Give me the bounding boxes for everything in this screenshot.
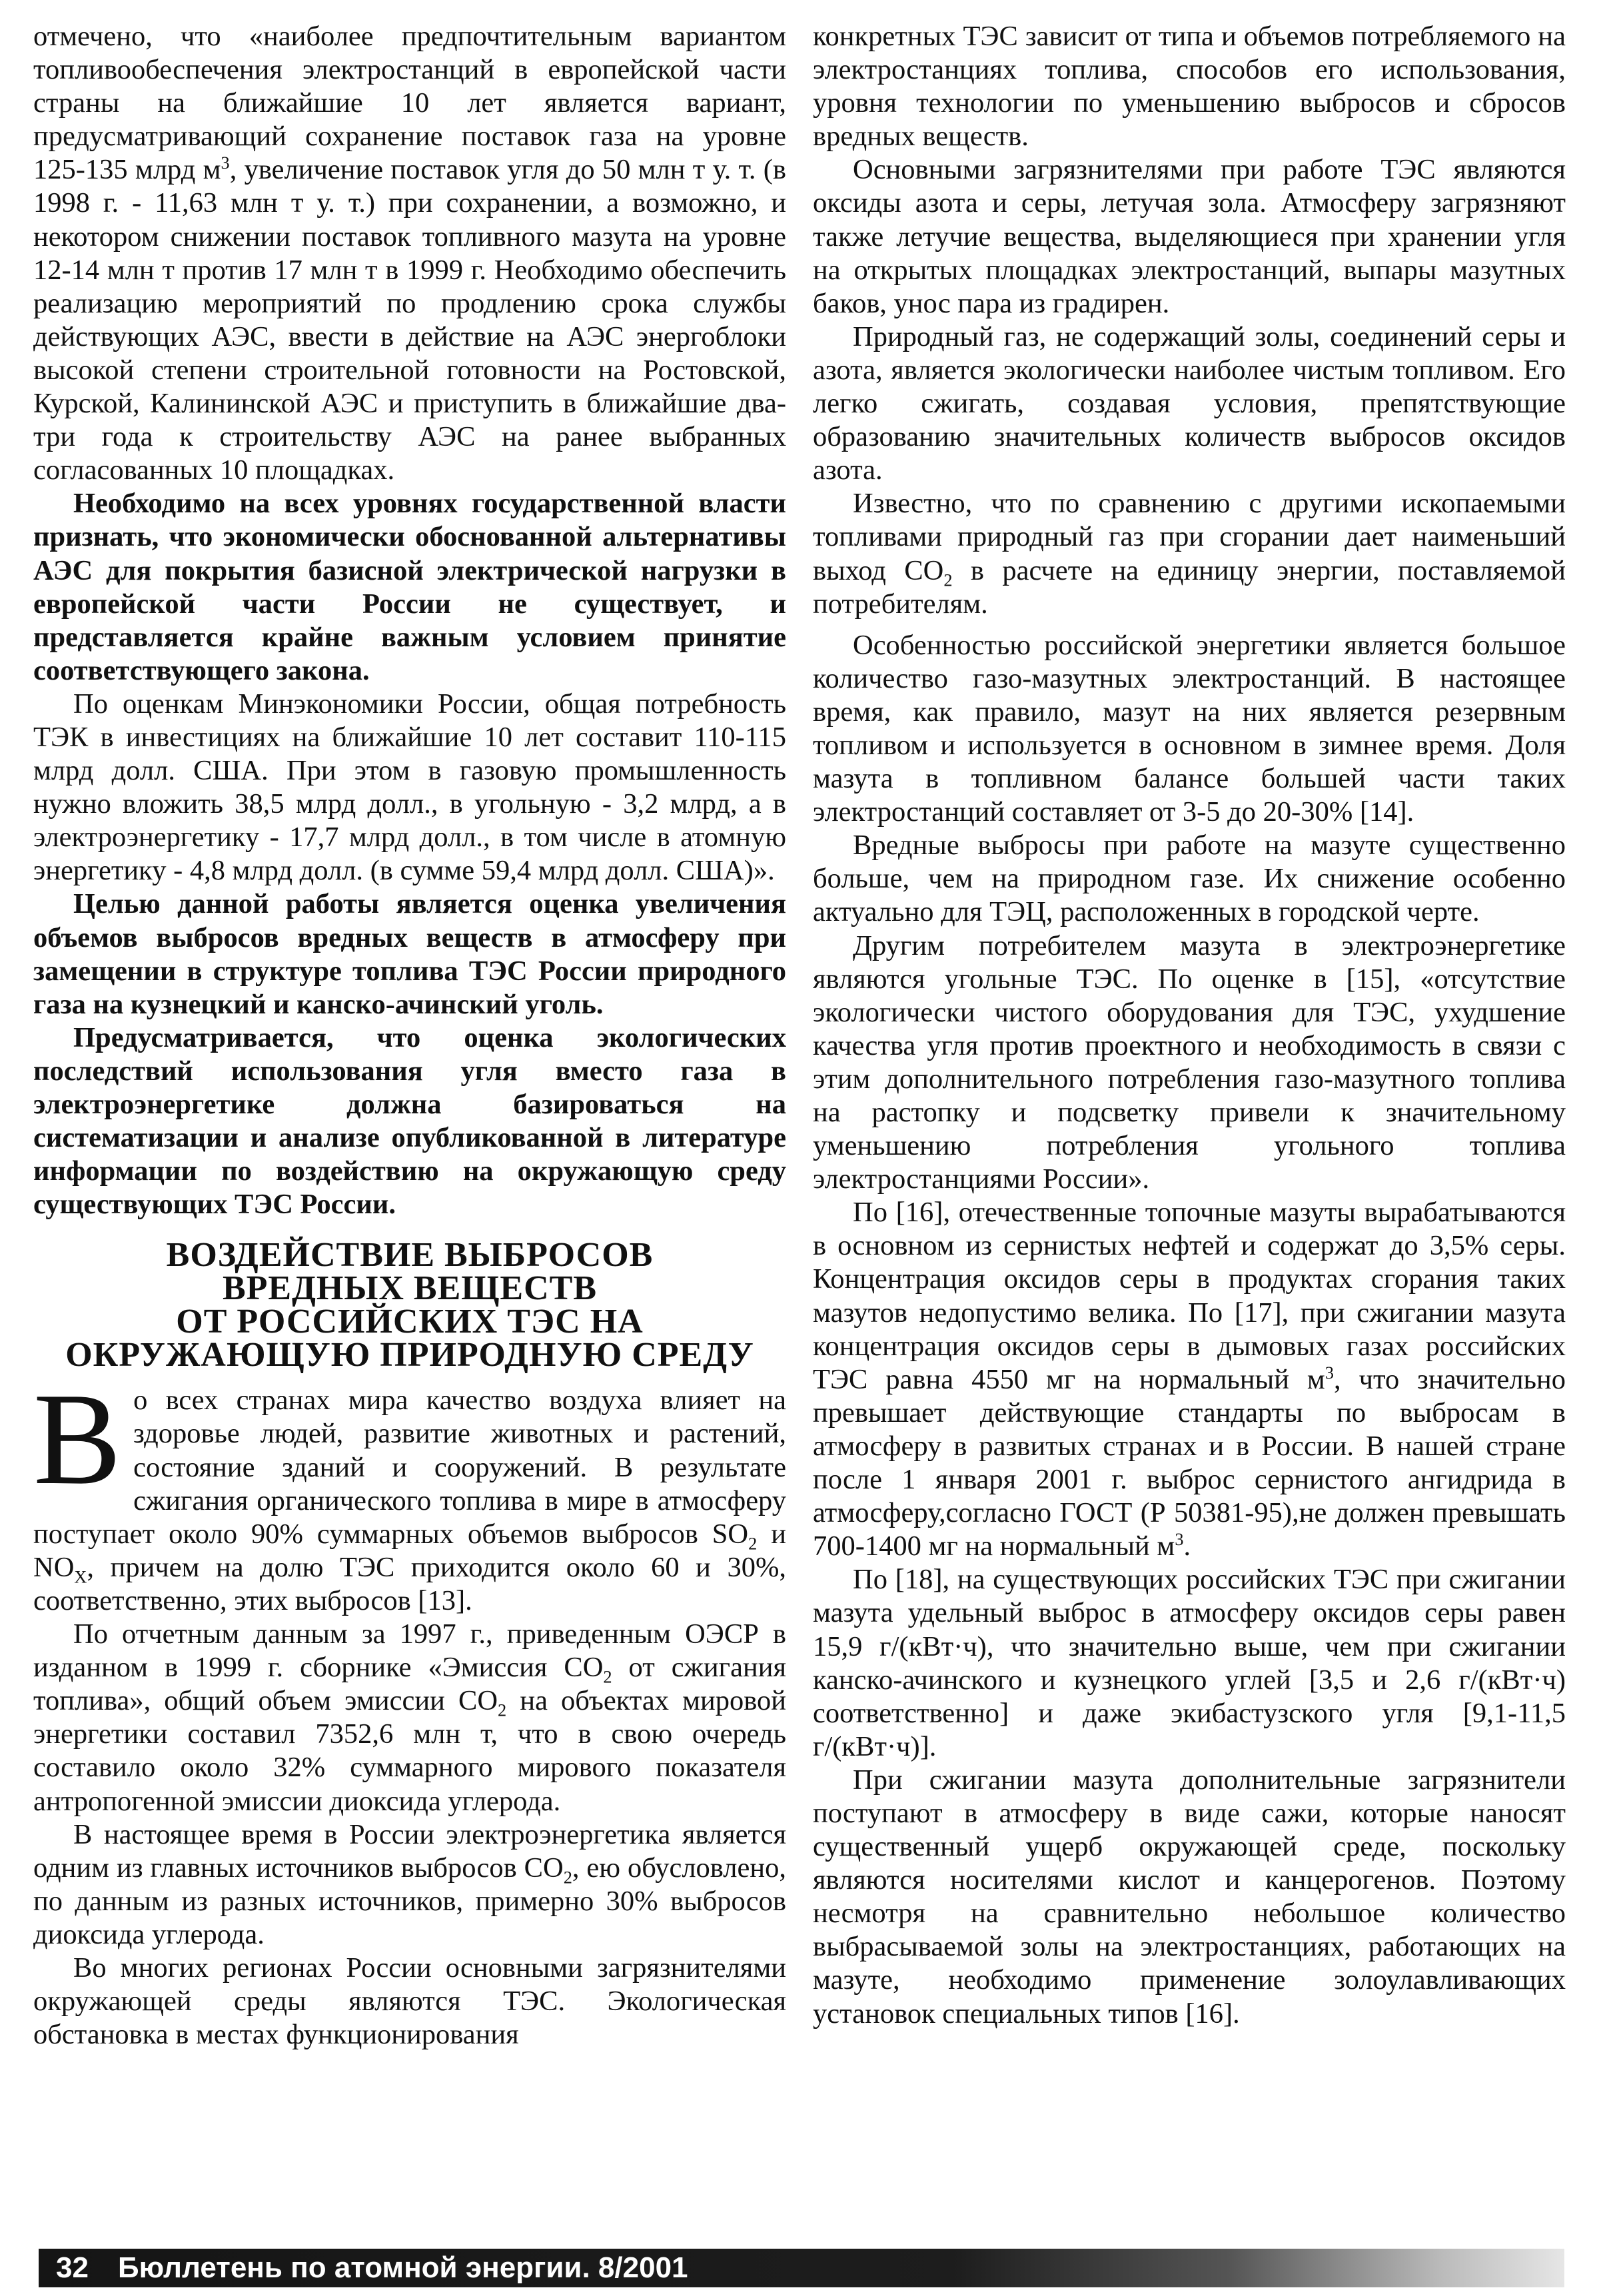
paragraph: Вредные выбросы при работе на мазуте существенно больше, чем на природном газе. Их снижение особенно актуально для ТЭЦ, расположенных в городской черте. (813, 830, 1566, 928)
paragraph: По оценкам Минэкономики России, общая потребность ТЭК в инвестициях на ближайшие 10 лет составит 110-115 млрд долл. США. При этом в газовую промышленность нужно вложить 38,5 млрд долл., в угольную - 3,2 млрд, а в электроэнергетику - 17,7 млрд долл., в том числе в атомную энергетику - 4,8 млрд долл. (в сумме 59,4 млрд долл. США)». (33, 688, 786, 887)
paragraph: Известно, что по сравнению с другими ископаемыми топливами природный газ при сгорании дает наименьший выход $CO_2$ в расчете на единицу энергии, поставляемой потребителям. (813, 488, 1566, 620)
paragraph: отмечено, что «наиболее предпочтительным вариантом топливообеспечения электростанций в европейской части страны на ближайшие 10 лет является вариант, предусматривающий сохранение поставок газа на уровне 125-135 млрд $м^3$, увеличение поставок угля до 50 млн т у. т. (в 1998 г. - 11,63 млн т у. т.) при сохранении, а возможно, и некотором снижении поставок топливного мазута на уровне 12-14 млн т против 17 млн т в 1999 г. Необходимо обеспечить реализацию мероприятий по продлению срока службы действующих АЭС, ввести в действие на АЭС энергоблоки высокой степени строительной готовности на Ростовской, Курской, Калининской АЭС и приступить в ближайшие два-три года к строительству АЭС на ранее выбранных согласованных 10 площадках. (33, 21, 786, 486)
paragraph: В настоящее время в России электроэнергетика является одним из главных источников выбросов $CO_2$, ею обусловлено, по данным из разных источников, примерно 30% выбросов диоксида углерода. (33, 1818, 786, 1950)
paragraph: По [18], на существующих российских ТЭС при сжигании мазута удельный выброс в атмосферу оксидов серы равен 15,9 г/(кВт·ч), что значительно выше, чем при сжигании канско-ачинского и кузнецкого углей [3,5 и 2,6 г/(кВт·ч) соответственно] и даже экибастузского угля [9,1-11,5 г/(кВт·ч)]. (813, 1564, 1566, 1762)
bold-paragraph: Целью данной работы является оценка увеличения объемов выбросов вредных веществ в атмосферу при замещении в структуре топлива ТЭС России природного газа на кузнецкий и канско-ачинский уголь. (33, 888, 786, 1020)
paragraph: При сжигании мазута дополнительные загрязнители поступают в атмосферу в виде сажи, которые наносят существенный ущерб окружающей среде, поскольку являются носителями кислот и канцерогенов. Поэтому несмотря на сравнительно небольшое количество выбрасываемой золы на электростанциях, работающих на мазуте, необходимо применение золоулавливающих установок специальных типов [16]. (813, 1764, 1566, 2029)
paragraph: По отчетным данным за 1997 г., приведенным ОЭСР в изданном в 1999 г. сборнике «Эмиссия $CO_2$ от сжигания топлива», общий объем эмиссии $CO_2$ на объектах мировой энергетики составил 7352,6 млн т, что в свою очередь составило около 32% суммарного мирового показателя антропогенной эмиссии диоксида углерода. (33, 1618, 786, 1817)
section-heading (33, 1236, 786, 1375)
paragraph: Особенностью российской энергетики является большое количество газо-мазутных электростанций. В настоящее время, как правило, мазут на них является резервным топливом и используется в основном в зимнее время. Доля мазута в топливном балансе большей части таких электростанций составляет от 3-5 до 20-30% [14]. (813, 629, 1566, 828)
paragraph: конкретных ТЭС зависит от типа и объемов потребляемого на электростанциях топлива, способов его использования, уровня технологии по уменьшению выбросов и сбросов вредных веществ. (813, 21, 1566, 153)
journal-title: Бюллетень по атомной энергии. 8/2001 (117, 2251, 688, 2284)
heading-line: ВОЗДЕЙСТВИЕ ВЫБРОСОВ (166, 1236, 654, 1275)
heading-line: ВРЕДНЫХ ВЕЩЕСТВ (222, 1269, 598, 1308)
page-footer (39, 2249, 1564, 2287)
right-column (813, 20, 1566, 2239)
paragraph: Другим потребителем мазута в электроэнергетике являются угольные ТЭС. По оценке в [15], «отсутствие экологически чистого оборудования для ТЭС, ухудшение качества угля против проектного и необходимость в связи с этим дополнительного потребления газо-мазутного топлива на растопку и подсветку привели к значительному уменьшению потребления угольного топлива электростанциями России». (813, 929, 1566, 1195)
heading-line: ОКРУЖАЮЩУЮ ПРИРОДНУЮ СРЕДУ (65, 1336, 754, 1375)
paragraph: По [16], отечественные топочные мазуты вырабатываются в основном из сернистых нефтей и содержат до 3,5% серы. Концентрация оксидов серы в продуктах сгорания таких мазутов недопустимо велика. По [17], при сжигании мазута концентрация оксидов серы в дымовых газах российских ТЭС равна 4550 мг на нормальный $м^3$, что значительно превышает действующие стандарты по выбросам в атмосферу в развитых странах и в России. В нашей стране после 1 января 2001 г. выброс сернистого ангидрида в атмосферу,согласно ГОСТ (Р 50381-95),не должен превышать 700-1400 мг на нормальный $м^3$. (813, 1197, 1566, 1562)
heading-line: ОТ РОССИЙСКИХ ТЭС НА (176, 1303, 644, 1341)
paragraph: Основными загрязнителями при работе ТЭС являются оксиды азота и серы, летучая зола. Атмосферу загрязняют также летучие вещества, выделяющиеся при хранении угля на открытых площадках электростанций, выпары мазутных баков, унос пара из градирен. (813, 154, 1566, 319)
left-column (33, 20, 786, 2239)
paragraph: Во многих регионах России основными загрязнителями окружающей среды являются ТЭС. Экологическая обстановка в местах функционирования (33, 1952, 786, 2051)
paragraph: Природный газ, не содержащий золы, соединений серы и азота, является экологически наиболее чистым топливом. Его легко сжигать, создавая условия, препятствующие образованию значительных количеств выбросов оксидов азота. (813, 320, 1566, 486)
two-column-body (33, 20, 1566, 2239)
bold-paragraph: Предусматривается, что оценка экологических последствий использования угля вместо газа в электроэнергетике должна базироваться на систематизации и анализе опубликованной в литературе информации по воздействию на окружающую среду существующих ТЭС России. (33, 1021, 786, 1221)
drop-cap: В (33, 1366, 122, 1512)
bold-paragraph: Необходимо на всех уровнях государственной власти признать, что экономически обоснованной альтернативы АЭС для покрытия базисной электрической нагрузки в европейской части России не существует, и представляется крайне важным условием принятие соответствующего закона. (33, 488, 786, 686)
page-number: 32 (56, 2251, 89, 2284)
paragraph-dropcap: Во всех странах мира качество воздуха влияет на здоровье людей, развитие животных и растений, состояние зданий и сооружений. В результате сжигания органического топлива в мире в атмосферу поступает около 90% суммарных объемов выбросов $SO_2$ и $NO_X$, причем на долю ТЭС приходится около 60 и 30%, соответственно, этих выбросов [13]. (33, 1366, 786, 1616)
